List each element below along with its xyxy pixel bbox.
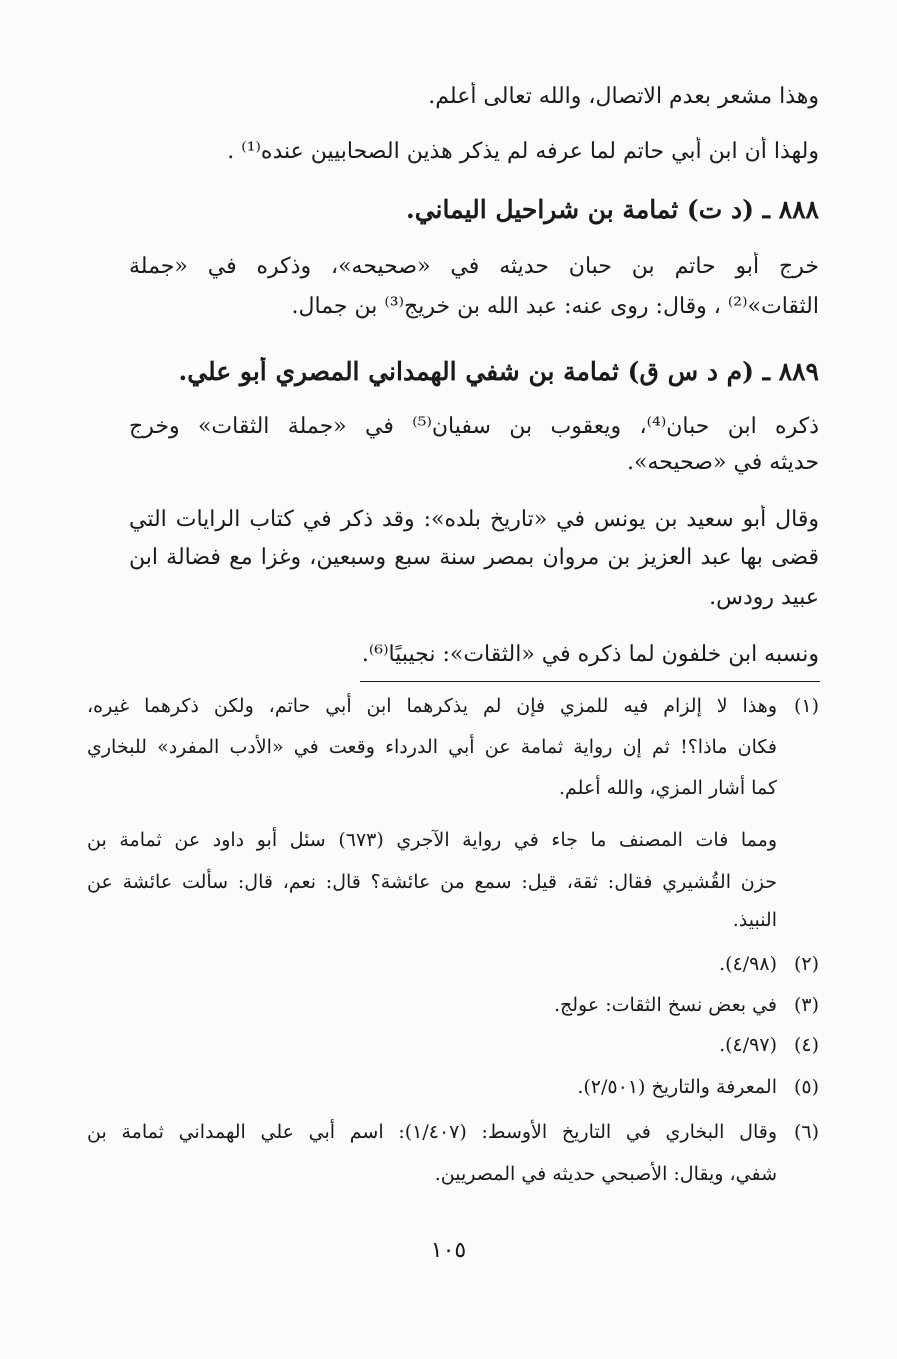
footnote-line: وقال البخاري في التاريخ الأوسط: (١/٤٠٧): اسم أبي علي الهمداني ثمامة بن (87, 1121, 777, 1143)
body-line: ولهذا أن ابن أبي حاتم لما عرفه لم يذكر هذين الصحابيين عنده⁽¹⁾ . (227, 139, 819, 164)
footnote-number: (٥) (793, 1076, 819, 1098)
entry-888-line: الثقات»⁽²⁾ ، وقال: روى عنه: عبد الله بن خريج⁽³⁾ بن جمال. (291, 294, 819, 319)
footnote-line: شفي، ويقال: الأصبحي حديثه في المصريين. (434, 1163, 777, 1185)
body-line: وهذا مشعر بعدم الاتصال، والله تعالى أعلم. (428, 84, 819, 109)
page-number: ١٠٥ (430, 1238, 467, 1263)
entry-888-line: خرج أبو حاتم بن حبان حديثه في «صحيحه»، وذكره في «جملة (129, 254, 819, 279)
footnote-number: (٢) (793, 953, 819, 975)
entry-889-line: قضى بها عبد العزيز بن مروان بمصر سنة سبع وسبعين، وغزا مع فضالة ابن (129, 545, 819, 570)
footnote-separator (360, 681, 820, 682)
entry-888-heading: ٨٨٨ ـ (د ت) ثمامة بن شراحيل اليماني. (406, 195, 819, 224)
footnote-line: وهذا لا إلزام فيه للمزي فإن لم يذكرهما ابن أبي حاتم، ولكن ذكرهما غيره، (87, 695, 777, 717)
entry-889-line: حديثه في «صحيحه». (627, 450, 819, 475)
footnote-number: (١) (793, 695, 819, 717)
entry-889-line: عبيد رودس. (709, 585, 819, 610)
entry-889-line: وقال أبو سعيد بن يونس في «تاريخ بلده»: وقد ذكر في كتاب الرايات التي (129, 507, 819, 532)
footnote-number: (٦) (793, 1121, 819, 1143)
entry-889-line: ونسبه ابن خلفون لما ذكره في «الثقات»: نجيبيًا⁽⁶⁾. (361, 642, 819, 667)
entry-889-heading: ٨٨٩ ـ (م د س ق) ثمامة بن شفي الهمداني المصري أبو علي. (178, 357, 819, 386)
footnote-line: (٤/٩٧). (719, 1034, 777, 1056)
footnote-line: حزن القُشيري فقال: ثقة، قيل: سمع من عائشة؟ قال: نعم، قال: سألت عائشة عن (87, 871, 777, 893)
footnote-line: كما أشار المزي، والله أعلم. (559, 777, 777, 799)
footnote-number: (٣) (793, 994, 819, 1016)
footnote-line: ومما فات المصنف ما جاء في رواية الآجري (٦٧٣) سئل أبو داود عن ثمامة بن (87, 829, 777, 851)
entry-889-line: ذكره ابن حبان⁽⁴⁾، ويعقوب بن سفيان⁽⁵⁾ في «جملة الثقات» وخرج (129, 414, 819, 439)
footnote-line: النبيذ. (732, 909, 777, 931)
footnote-line: (٤/٩٨). (719, 953, 777, 975)
footnote-line: المعرفة والتاريخ (٢/٥٠١). (577, 1076, 777, 1098)
footnote-line: فكان ماذا؟! ثم إن رواية ثمامة عن أبي الدرداء وقعت في «الأدب المفرد» للبخاري (87, 736, 777, 758)
footnote-number: (٤) (793, 1034, 819, 1056)
footnote-line: في بعض نسخ الثقات: عولج. (553, 994, 777, 1016)
